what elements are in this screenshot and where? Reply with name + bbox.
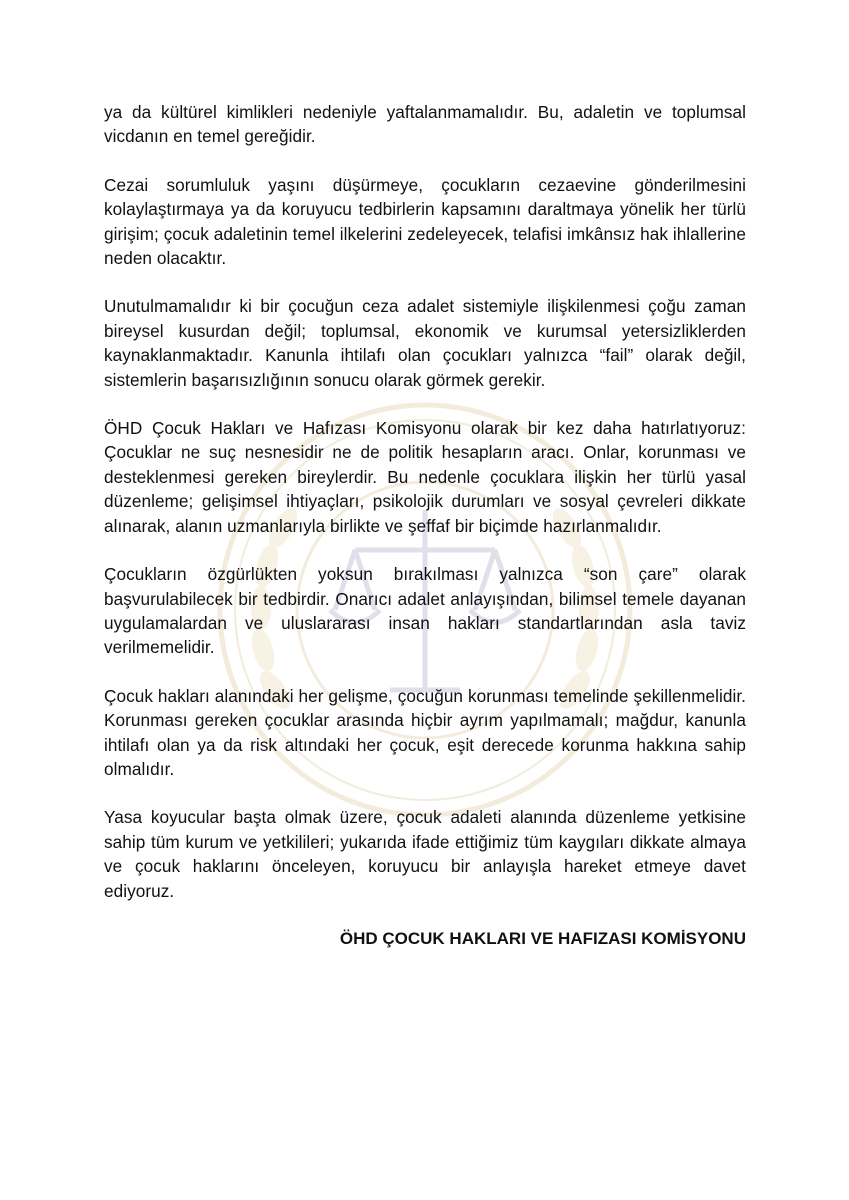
paragraph-2: Cezai sorumluluk yaşını düşürmeye, çocukların cezaevine gönderilmesini kolaylaştırmaya ya da koruyucu tedbirlerin kapsamını daraltmaya yönelik her türlü girişim; çocuk adaletinin temel ilkelerini zedeleyecek, telafisi imkânsız hak ihlallerine neden olacaktır. (104, 174, 746, 269)
paragraph-6: Çocuk hakları alanındaki her gelişme, çocuğun korunması temelinde şekillenmelidir. Korunması gereken çocuklar arasında hiçbir ayrım yapılmamalı; mağdur, kanunla ihtilafı olan ya da risk altındaki her çocuk, eşit derecede korunma hakkına sahip olmalıdır. (104, 685, 746, 779)
paragraph-1: ya da kültürel kimlikleri nedeniyle yaftalanmamalıdır. Bu, adaletin ve toplumsal vicdanın en temel gereğidir. (104, 102, 746, 147)
paragraph-4: ÖHD Çocuk Hakları ve Hafızası Komisyonu olarak bir kez daha hatırlatıyoruz: Çocuklar ne suç nesnesidir ne de politik hesapların aracı. Onlar, korunması ve desteklenmesi gereken bireylerdir. Bu nedenle çocuklara ilişkin her türlü yasal düzenleme; gelişimsel ihtiyaçları, psikolojik durumları ve sosyal çevreleri dikkate alınarak, alanın uzmanlarıyla birlikte ve şeffaf bir biçimde hazırlanmalıdır. (104, 418, 746, 536)
signature: ÖHD ÇOCUK HAKLARI VE HAFIZASI KOMİSYONU (339, 928, 746, 948)
paragraph-5: Çocukların özgürlükten yoksun bırakılması yalnızca “son çare” olarak başvurulabilecek bir tedbirdir. Onarıcı adalet anlayışından, bilimsel temele dayanan uygulamalardan ve uluslararası insan hakları standartlarından asla taviz verilmemelidir. (104, 564, 746, 658)
paragraph-3: Unutulmamalıdır ki bir çocuğun ceza adalet sistemiyle ilişkilenmesi çoğu zaman bireysel kusurdan değil; toplumsal, ekonomik ve kurumsal yetersizliklerden kaynaklanmaktadır. Kanunla ihtilafı olan çocukları yalnızca “fail” olarak değil, sistemlerin başarısızlığının sonucu olarak görmek gerekir. (104, 296, 746, 390)
paragraph-7: Yasa koyucular başta olmak üzere, çocuk adaleti alanında düzenleme yetkisine sahip tüm kurum ve yetkilileri; yukarıda ifade ettiğimiz tüm kaygıları dikkate almaya ve çocuk haklarını önceleyen, koruyucu bir anlayışla hareket etmeye davet ediyoruz. (104, 807, 746, 901)
document-body (104, 100, 746, 951)
